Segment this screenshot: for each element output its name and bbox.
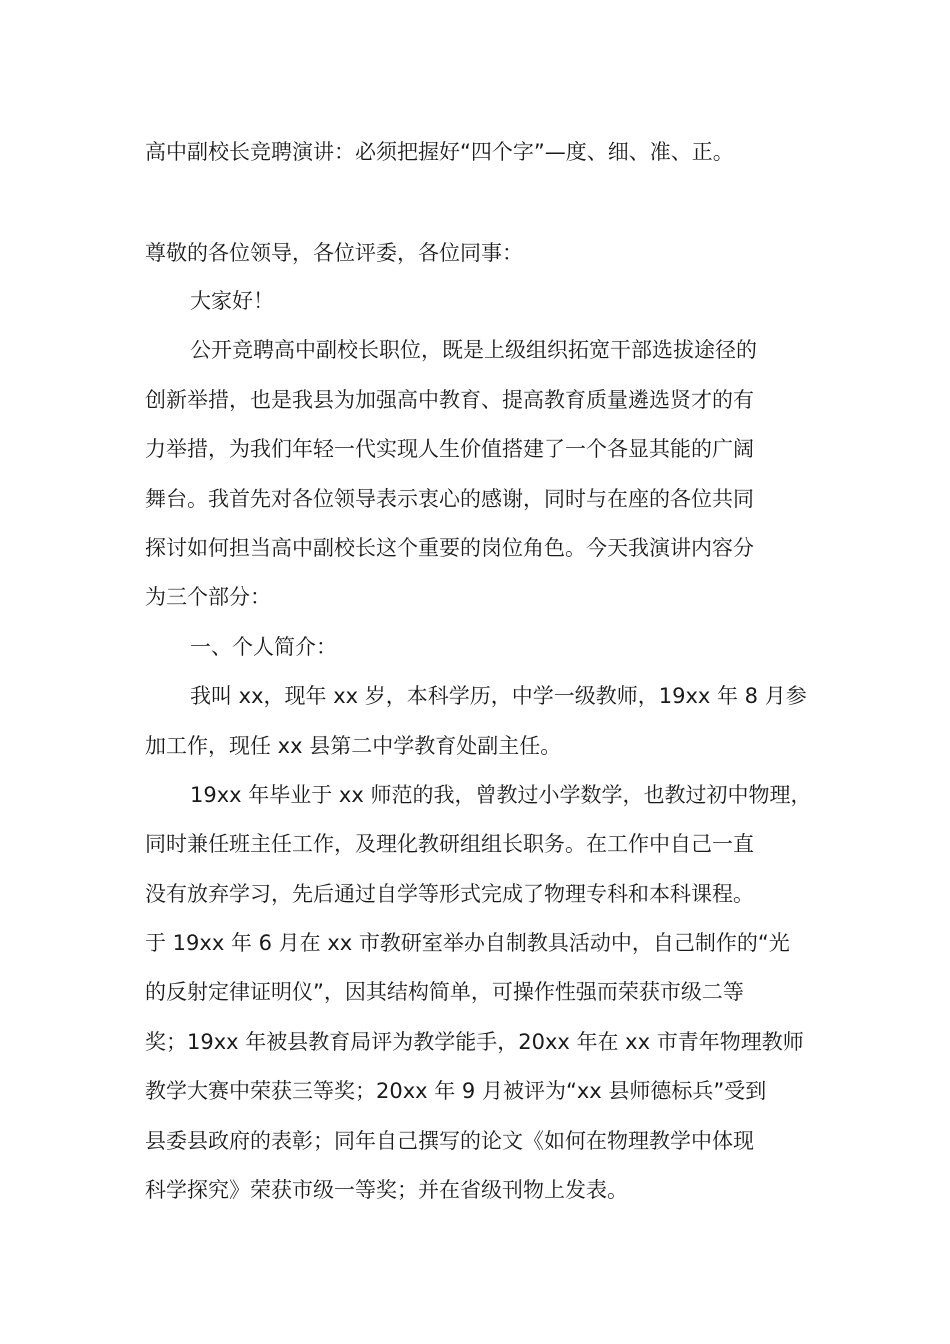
text-line: 奖；19xx 年被县教育局评为教学能手，20xx 年在 xx 市青年物理教师 <box>145 1029 804 1054</box>
text-line: 舞台。我首先对各位领导表示衷心的感谢，同时与在座的各位共同 <box>145 486 754 511</box>
salutation: 尊敬的各位领导，各位评委，各位同事： <box>145 241 523 265</box>
text-line: 我叫 xx，现年 xx 岁，本科学历，中学一级教师，19xx 年 8 月参 <box>190 684 807 709</box>
text-line: 加工作，现任 xx 县第二中学教育处副主任。 <box>145 733 562 758</box>
text-line: 创新举措，也是我县为加强高中教育、提高教育质量遴选贤才的有 <box>145 387 754 412</box>
text-line: 大家好！ <box>190 289 274 313</box>
section-heading: 一、个人简介： <box>190 634 337 659</box>
text-line: 公开竞聘高中副校长职位，既是上级组织拓宽干部选拔途径的 <box>190 338 757 363</box>
text-line: 于 19xx 年 6 月在 xx 市教研室举办自制教具活动中，自己制作的“光 <box>145 931 790 956</box>
text-line: 探讨如何担当高中副校长这个重要的岗位角色。今天我演讲内容分 <box>145 535 754 560</box>
text-line: 的反射定律证明仪”，因其结构简单，可操作性强而荣获市级二等 <box>145 980 744 1005</box>
text-line: 同时兼任班主任工作，及理化教研组组长职务。在工作中自己一直 <box>145 832 754 857</box>
text-line: 没有放弃学习，先后通过自学等形式完成了物理专科和本科课程。 <box>145 881 754 906</box>
text-line: 力举措，为我们年轻一代实现人生价值搭建了一个各显其能的广阔 <box>145 437 754 462</box>
text-line: 教学大赛中荣获三等奖；20xx 年 9 月被评为“xx 县师德标兵”受到 <box>145 1079 767 1104</box>
document-title: 高中副校长竞聘演讲：必须把握好“四个字”—度、细、准、正。 <box>145 140 734 164</box>
text-line: 科学探究》荣获市级一等奖；并在省级刊物上发表。 <box>145 1178 628 1203</box>
text-line: 县委县政府的表彰；同年自己撰写的论文《如何在物理教学中体现 <box>145 1128 754 1153</box>
text-line: 19xx 年毕业于 xx 师范的我，曾教过小学数学，也教过初中物理， <box>190 782 812 807</box>
text-line: 为三个部分： <box>145 585 271 610</box>
document-body <box>145 284 811 1222</box>
